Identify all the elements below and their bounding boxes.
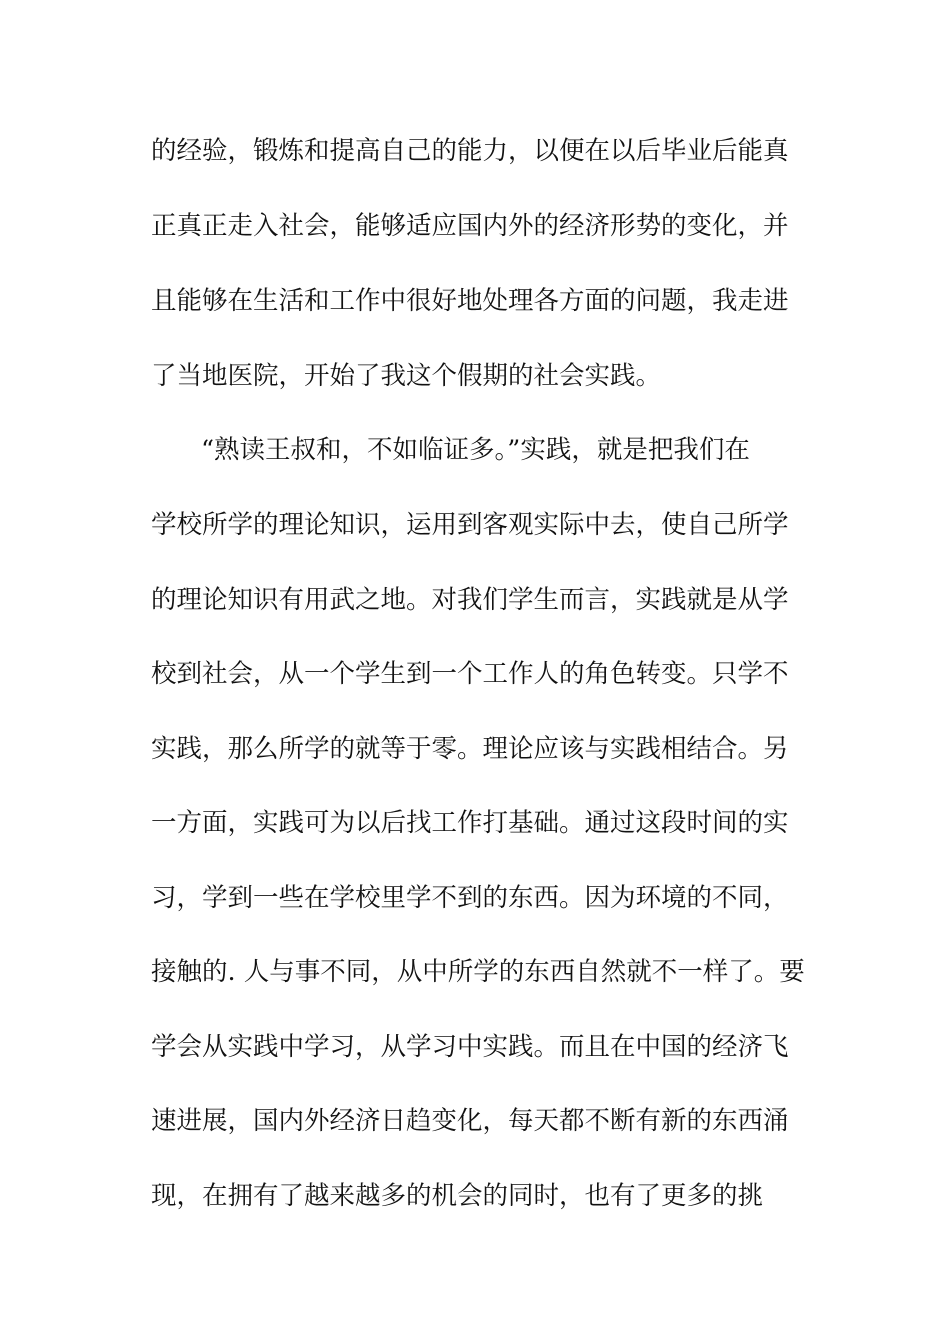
text-line: 的经验，锻炼和提高自己的能力，以便在以后毕业后能真 [151, 136, 789, 166]
text-line: 了当地医院，开始了我这个假期的社会实践。 [151, 361, 662, 391]
text-line: 习，学到一些在学校里学不到的东西。因为环境的不同， [151, 883, 789, 913]
text-line: 现，在拥有了越来越多的机会的同时，也有了更多的挑 [151, 1181, 764, 1211]
text-line: 学会从实践中学习，从学习中实践。而且在中国的经济飞 [151, 1032, 789, 1062]
text-line: 一方面，实践可为以后找工作打基础。通过这段时间的实 [151, 808, 789, 838]
text-line: 的理论知识有用武之地。对我们学生而言，实践就是从学 [151, 585, 789, 615]
text-line: 校到社会，从一个学生到一个工作人的角色转变。只学不 [151, 659, 789, 689]
text-line: 速进展，国内外经济日趋变化，每天都不断有新的东西涌 [151, 1106, 789, 1136]
text-line: 学校所学的理论知识，运用到客观实际中去，使自己所学 [151, 510, 789, 540]
text-line: 正真正走入社会，能够适应国内外的经济形势的变化，并 [151, 211, 789, 241]
text-line: 实践，那么所学的就等于零。理论应该与实践相结合。另 [151, 734, 789, 764]
paragraph-first-line: “熟读王叔和，不如临证多。”实践，就是把我们在 [201, 435, 750, 465]
text-line: 且能够在生活和工作中很好地处理各方面的问题，我走进 [151, 286, 789, 316]
text-line: 接触的. 人与事不同，从中所学的东西自然就不一样了。要 [151, 957, 805, 987]
